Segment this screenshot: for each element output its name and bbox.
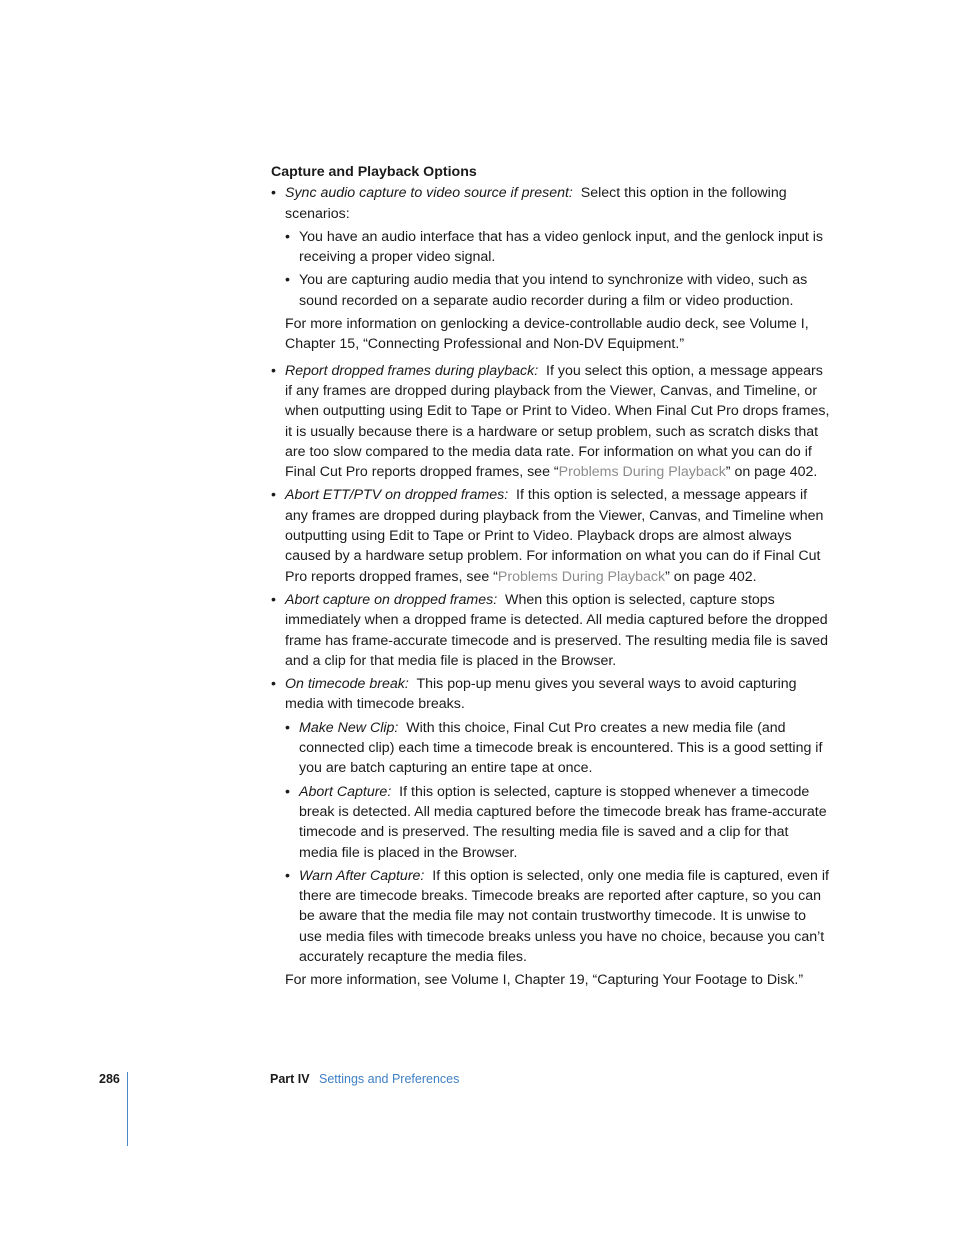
bullet: • bbox=[271, 487, 276, 504]
item-text: If this option is selected, a message appears if any frames are dropped during playback from the Viewer, Canvas, and Timeline when outputting using Edit to Tape or Print to Video. Playback drops are almost always caused by a hardware setup problem. For information on what you can do if Final Cut Pro reports dropped frames, see “ bbox=[285, 487, 824, 585]
bullet: • bbox=[285, 867, 290, 884]
sub-item-lead: Make New Clip: bbox=[299, 719, 399, 736]
item-text-after: ” on page 402. bbox=[725, 464, 818, 481]
item-lead: Sync audio capture to video source if present: bbox=[285, 185, 573, 202]
sub-item-text: You are capturing audio media that you intend to synchronize with video, such as sound recorded on a separate audio recorder during a film or video production. bbox=[299, 272, 808, 309]
footer-section-title: Settings and Preferences bbox=[319, 1072, 460, 1086]
list-item bbox=[271, 183, 831, 354]
bullet: • bbox=[285, 272, 290, 289]
sub-list-item bbox=[285, 270, 831, 311]
item-note: For more information on genlocking a device-controllable audio deck, see Volume I, Chapter 15, “Connecting Professional and Non-DV Equipment.” bbox=[285, 316, 809, 353]
page-number: 286 bbox=[99, 1072, 120, 1086]
sub-item-lead: Abort Capture: bbox=[299, 783, 392, 800]
list-item bbox=[271, 485, 831, 586]
bullet: • bbox=[271, 362, 276, 379]
sub-item-text: You have an audio interface that has a video genlock input, and the genlock input is receiving a proper video signal. bbox=[299, 228, 824, 266]
section-heading: Capture and Playback Options bbox=[271, 164, 477, 180]
sub-list-item bbox=[285, 718, 831, 779]
bullet: • bbox=[271, 185, 276, 202]
item-lead: Report dropped frames during playback: bbox=[285, 362, 539, 379]
item-text: This pop-up menu gives you several ways to avoid capturing media with timecode breaks. bbox=[285, 676, 797, 713]
bullet: • bbox=[285, 719, 290, 736]
cross-reference-link[interactable]: Problems During Playback bbox=[497, 568, 666, 585]
item-text: If you select this option, a message appears if any frames are dropped during playback from the Viewer, Canvas, and Timeline, or when outputting using Edit to Tape or Print to Video. When Final Cut Pro drops frames, it is usually because there is a hardware or setup problem, such as scratch disks that are too slow compared to the media data rate. For information on what you can do if Final Cut Pro reports dropped frames, see “ bbox=[285, 362, 830, 481]
item-text: Select this option in the following scenarios: bbox=[285, 185, 787, 222]
list-item bbox=[271, 674, 831, 990]
item-lead: Abort ETT/PTV on dropped frames: bbox=[285, 487, 509, 504]
item-text-after: ” on page 402. bbox=[665, 568, 757, 585]
sub-list-item bbox=[285, 227, 831, 268]
footer-divider bbox=[127, 1072, 128, 1146]
bullet: • bbox=[271, 591, 276, 608]
sub-item-text: If this option is selected, only one media file is captured, even if there are timecode breaks. Timecode breaks are reported after capture, so you can be aware that the media file may not contain trustworthy timecode. It is unwise to use media files with timecode breaks unless you have no choice, because you can’t accurately recapture the media files. bbox=[299, 867, 829, 965]
page-content bbox=[271, 162, 831, 997]
sub-item-text: With this choice, Final Cut Pro creates a new media file (and connected clip) each time a timecode break is encountered. This is a good setting if you are batch capturing an entire tape at once. bbox=[299, 719, 823, 777]
item-lead: On timecode break: bbox=[285, 676, 409, 693]
sub-item-text: If this option is selected, capture is stopped whenever a timecode break is detected. All media captured before the timecode break has frame-accurate timecode and is preserved. The resulting media file is saved and a clip for that media file is placed in the Browser. bbox=[299, 783, 827, 861]
item-text: When this option is selected, capture stops immediately when a dropped frame is detected. All media captured before the dropped frame has frame-accurate timecode and is preserved. The resulting media file is saved and a clip for that media file is placed in the Browser. bbox=[285, 591, 829, 669]
item-lead: Abort capture on dropped frames: bbox=[285, 591, 498, 608]
bullet: • bbox=[271, 676, 276, 693]
item-note: For more information, see Volume I, Chapter 19, “Capturing Your Footage to Disk.” bbox=[285, 972, 804, 989]
sub-list-item bbox=[285, 782, 831, 863]
sub-list-item bbox=[285, 866, 831, 967]
bullet: • bbox=[285, 228, 290, 245]
footer-part-label: Part IV bbox=[270, 1072, 310, 1086]
list-item bbox=[271, 590, 831, 671]
sub-item-lead: Warn After Capture: bbox=[299, 867, 425, 884]
list-item bbox=[271, 361, 831, 483]
cross-reference-link[interactable]: Problems During Playback bbox=[558, 464, 726, 481]
bullet: • bbox=[285, 783, 290, 800]
